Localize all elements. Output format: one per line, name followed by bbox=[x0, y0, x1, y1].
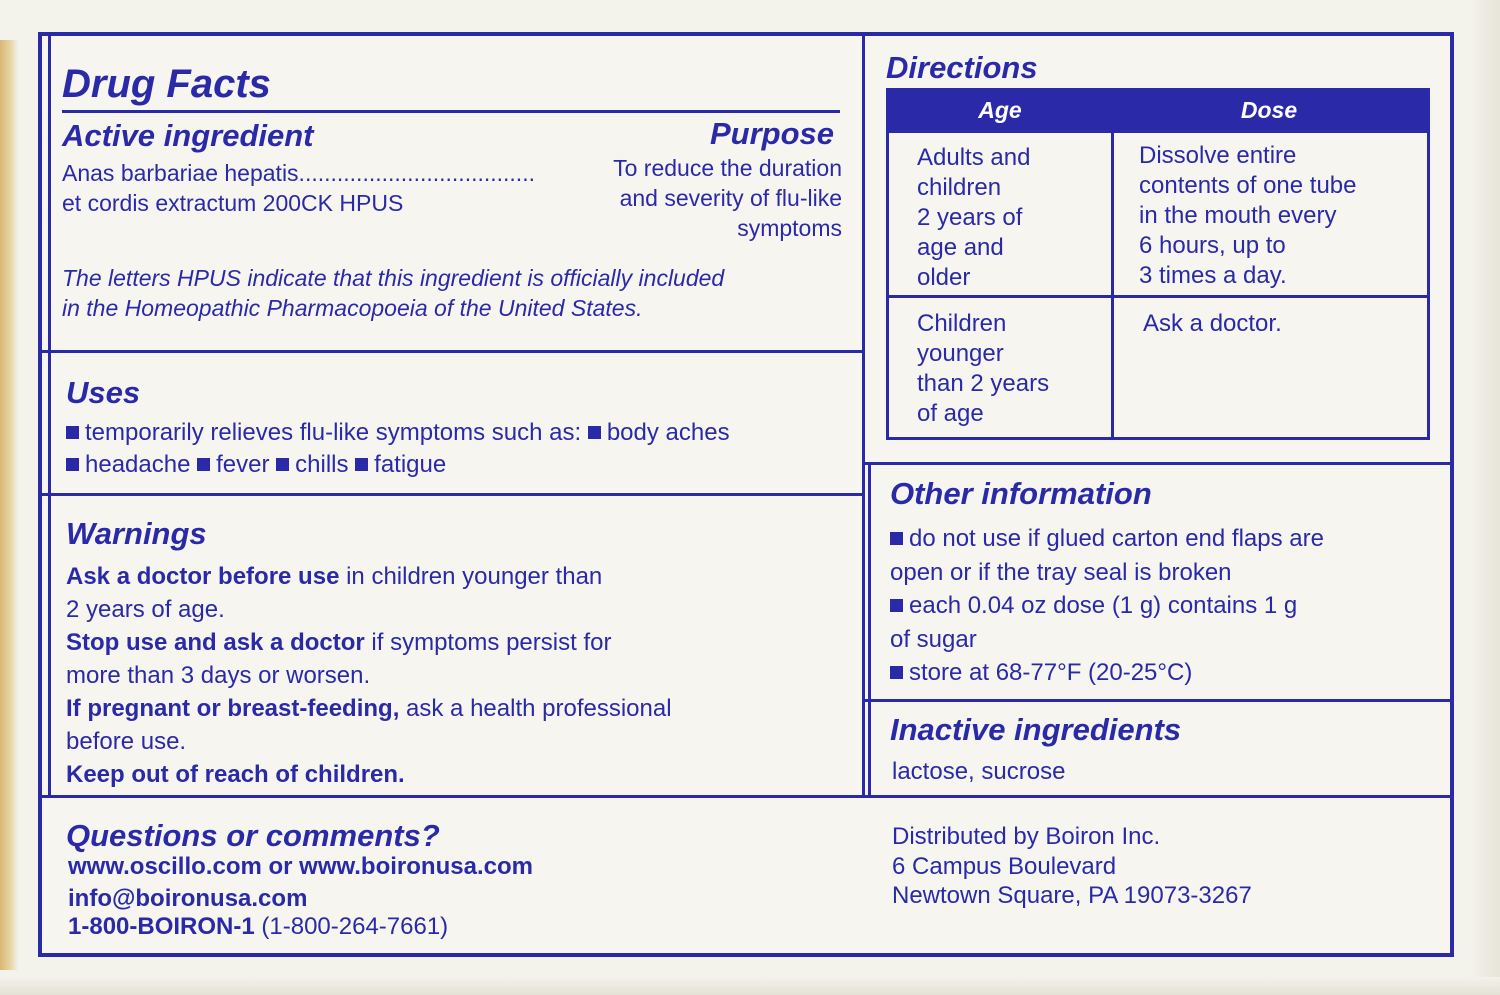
phone-bold: 1-800-BOIRON-1 bbox=[68, 913, 255, 940]
warning-1-bold: Ask a doctor before use bbox=[66, 563, 340, 590]
divider-left-inner bbox=[48, 36, 51, 798]
other-info-2: each 0.04 oz dose (1 g) contains 1 g bbox=[909, 592, 1298, 619]
row-2-age-line: of age bbox=[917, 400, 984, 427]
uses-item-fever: fever bbox=[216, 451, 270, 478]
table-row-divider bbox=[889, 295, 1427, 298]
hpus-note-line-1: The letters HPUS indicate that this ingredient is officially included bbox=[62, 265, 725, 291]
row-2-dose-line: Ask a doctor. bbox=[1143, 310, 1282, 337]
other-info-1-line-2: open or if the tray seal is broken bbox=[890, 558, 1232, 586]
row-1-dose bbox=[1139, 141, 1357, 291]
uses-item-fatigue: fatigue bbox=[374, 451, 447, 478]
purpose-heading: Purpose bbox=[710, 116, 835, 151]
other-info-3: store at 68-77°F (20-25°C) bbox=[909, 659, 1193, 686]
bullet-square-icon bbox=[588, 426, 601, 439]
row-1-dose-line: 6 hours, up to bbox=[1139, 232, 1286, 259]
row-2-age-line: Children bbox=[917, 310, 1007, 337]
title-rule bbox=[62, 110, 840, 113]
other-info-1: do not use if glued carton end flaps are bbox=[909, 525, 1324, 552]
warning-2-bold: Stop use and ask a doctor bbox=[66, 629, 365, 656]
inactive-ingredients-text: lactose, sucrose bbox=[892, 758, 1066, 785]
distributor-line-3: Newtown Square, PA 19073-3267 bbox=[892, 882, 1252, 909]
questions-heading: Questions or comments? bbox=[66, 818, 440, 853]
warning-4-bold: Keep out of reach of children. bbox=[66, 761, 405, 788]
table-header-dose: Dose bbox=[1111, 91, 1427, 133]
table-col-divider bbox=[1111, 131, 1114, 437]
row-1-age-line: 2 years of bbox=[917, 204, 1023, 231]
warning-1-line-2: 2 years of age. bbox=[66, 596, 225, 623]
ingredient-line-1: Anas barbariae hepatis..................................... bbox=[62, 160, 535, 186]
row-2-age bbox=[917, 309, 1049, 429]
uses-line-1 bbox=[66, 418, 730, 448]
uses-item-body-aches: body aches bbox=[606, 419, 730, 446]
row-2-age-line: than 2 years bbox=[917, 370, 1050, 397]
directions-table bbox=[886, 88, 1430, 440]
row-1-age-line: older bbox=[917, 264, 971, 291]
row-1-age bbox=[917, 143, 1030, 293]
email: info@boironusa.com bbox=[68, 885, 308, 912]
row-2-age-line: younger bbox=[917, 340, 1004, 367]
divider-vertical-main bbox=[862, 36, 865, 798]
divider-active-uses bbox=[42, 350, 864, 353]
phone bbox=[68, 912, 448, 942]
drug-facts-title: Drug Facts bbox=[62, 62, 271, 106]
hpus-note-line-2: in the Homeopathic Pharmacopoeia of the United States. bbox=[62, 295, 643, 321]
carton-bottom-edge bbox=[0, 977, 1500, 995]
phone-number: (1-800-264-7661) bbox=[254, 913, 449, 940]
active-ingredient-heading: Active ingredient bbox=[62, 118, 314, 153]
warning-3-bold: If pregnant or breast-feeding, bbox=[66, 695, 400, 722]
bullet-square-icon bbox=[276, 458, 289, 471]
row-1-age-line: age and bbox=[917, 234, 1004, 261]
row-1-dose-line: Dissolve entire bbox=[1139, 142, 1297, 169]
other-information-heading: Other information bbox=[890, 476, 1152, 511]
row-1-age-line: children bbox=[917, 174, 1002, 201]
bullet-square-icon bbox=[66, 426, 79, 439]
warning-3-text: ask a health professional bbox=[399, 695, 672, 722]
inactive-ingredients-heading: Inactive ingredients bbox=[890, 712, 1182, 747]
warning-3-line-2: before use. bbox=[66, 728, 187, 755]
divider-bottom-section bbox=[42, 795, 1450, 798]
divider-other-inactive bbox=[864, 699, 1450, 702]
warning-2-line-2: more than 3 days or worsen. bbox=[66, 662, 371, 689]
row-1-dose-line: 3 times a day. bbox=[1139, 262, 1287, 289]
other-information-list bbox=[890, 522, 1324, 690]
bullet-square-icon bbox=[890, 599, 903, 612]
uses-line-2 bbox=[66, 450, 446, 480]
uses-heading: Uses bbox=[66, 375, 141, 410]
uses-item-headache: headache bbox=[85, 451, 191, 478]
divider-uses-warnings bbox=[42, 493, 864, 496]
bullet-square-icon bbox=[890, 666, 903, 679]
row-1-dose-line: in the mouth every bbox=[1139, 202, 1337, 229]
carton-left-edge bbox=[0, 40, 18, 970]
purpose-line-3: symptoms bbox=[737, 215, 842, 241]
row-2-dose bbox=[1143, 309, 1282, 339]
warning-2-text: if symptoms persist for bbox=[364, 629, 612, 656]
uses-text: temporarily relieves flu-like symptoms such as: bbox=[85, 419, 582, 446]
other-info-2-line-2: of sugar bbox=[890, 625, 977, 653]
divider-directions-other bbox=[864, 462, 1450, 465]
distributor-line-1: Distributed by Boiron Inc. bbox=[892, 823, 1161, 850]
uses-item-chills: chills bbox=[295, 451, 349, 478]
purpose-line-2: and severity of flu-like bbox=[619, 185, 842, 211]
bullet-square-icon bbox=[197, 458, 210, 471]
warning-1-text: in children younger than bbox=[339, 563, 603, 590]
directions-heading: Directions bbox=[886, 50, 1038, 85]
warning-1 bbox=[66, 560, 672, 791]
row-1-age-line: Adults and bbox=[917, 144, 1031, 171]
carton-right-edge bbox=[1470, 0, 1500, 995]
bullet-square-icon bbox=[890, 532, 903, 545]
warnings-heading: Warnings bbox=[66, 516, 207, 551]
ingredient-line-2: et cordis extractum 200CK HPUS bbox=[62, 190, 404, 216]
websites: www.oscillo.com or www.boironusa.com bbox=[68, 853, 533, 880]
distributor-line-2: 6 Campus Boulevard bbox=[892, 853, 1117, 880]
row-1-dose-line: contents of one tube bbox=[1139, 172, 1357, 199]
bullet-square-icon bbox=[355, 458, 368, 471]
table-header-age: Age bbox=[889, 91, 1111, 133]
divider-right-inner bbox=[868, 462, 871, 798]
purpose-line-1: To reduce the duration bbox=[613, 155, 842, 181]
bullet-square-icon bbox=[66, 458, 79, 471]
